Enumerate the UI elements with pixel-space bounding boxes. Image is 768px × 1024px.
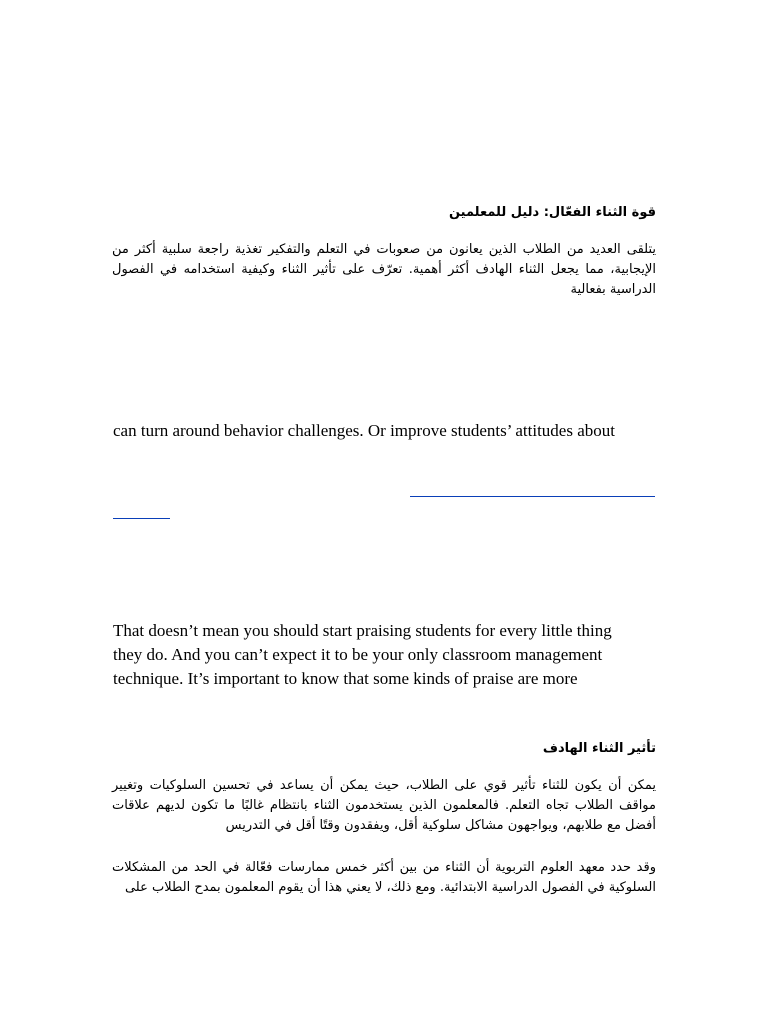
intro-paragraph: يتلقى العديد من الطلاب الذين يعانون من صعوبات في التعلم والتفكير تغذية راجعة سلبية أكثر من الإيجابية، مما يجعل الثناء الهادف أكثر أهمية. تعرّف على تأثير الثناء وكيفية استخدامه في الفصول الدراسية بفعالية [112, 242, 656, 297]
hyperlink-underline[interactable] [410, 496, 655, 497]
english-fragment-paragraph [113, 419, 673, 443]
impact-paragraph: يمكن أن يكون للثناء تأثير قوي على الطلاب، حيث يمكن أن يساعد في تحسين السلوكيات وتغيير مواقف الطلاب تجاه التعلم. فالمعلمون الذين يستخدمون الثناء بانتظام غالبًا ما تكون لديهم علاقات أفضل مع طلابهم، ويواجهون مشاكل سلوكية أقل، ويفقدون وقتًا أقل في التدريس [112, 778, 656, 833]
english-text-line: can turn around behavior challenges. Or improve students’ attitudes about [113, 421, 615, 440]
english-text-line: That doesn’t mean you should start praising students for every little thing [113, 621, 612, 640]
institute-paragraph: وقد حدد معهد العلوم التربوية أن الثناء من بين أكثر خمس ممارسات فعّالة في الحد من المشكلات السلوكية في الفصول الدراسية الابتدائية. ومع ذلك، لا يعني هذا أن يقوم المعلمون بمدح الطلاب على [112, 860, 656, 895]
english-text-line: they do. And you can’t expect it to be your only classroom management [113, 645, 603, 664]
article-title: قوة الثناء الفعّال: دليل للمعلمين [448, 205, 656, 220]
english-paragraph [113, 619, 673, 691]
hyperlink-underline-continued[interactable] [113, 518, 170, 519]
section-heading: تأثير الثناء الهادف [542, 741, 656, 756]
english-text-line: technique. It’s important to know that some kinds of praise are more [113, 669, 578, 688]
